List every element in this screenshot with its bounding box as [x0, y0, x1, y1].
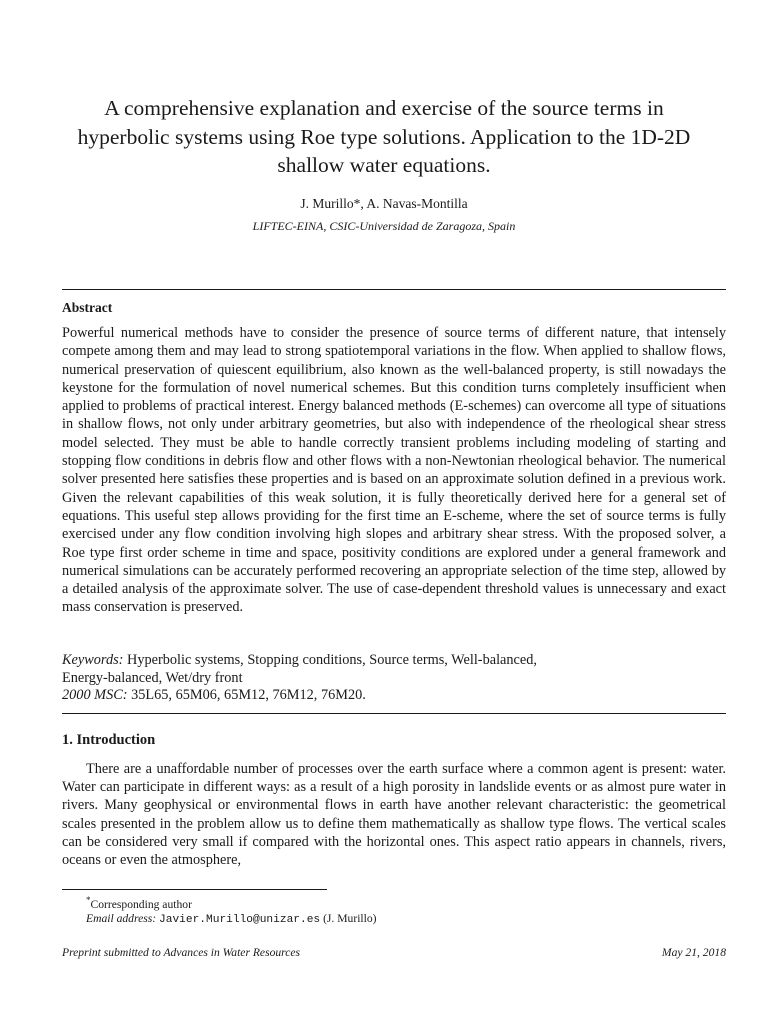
abstract-heading: Abstract — [62, 300, 113, 315]
email-label: Email address: — [86, 912, 157, 926]
footnote — [62, 893, 662, 928]
email-suffix: (J. Murillo) — [323, 912, 377, 926]
abstract-text: Powerful numerical methods have to consider the presence of source terms of different nature, that intensely compete among them and may lead to strong spatiotemporal variations in the flow. When applied to shallow flows, numerical preservation of quiescent equilibrium, also known as the well-balanced property, is still nowadays the keystone for the formulation of novel numerical schemes. But this condition turns completely insufficient when applied to problems of practical interest. Energy balanced methods (E-schemes) can overcome all type of situations in shallow flows, not only under arbitrary geometries, but also with independence of the rheological shear stress model selected. They must be able to handle correctly transient problems including modeling of starting and stopping flow conditions in debris flow and other flows with a non-Newtonian rheological behavior. The numerical solver presented here satisfies these properties and is based on an approximate solution defined in a previous work. Given the relevant capabilities of this weak solution, it is fully theoretically derived here for a general set of equations. This useful step allows providing for the first time an E-scheme, where the set of source terms is fully exercised under any flow condition involving high slopes and arbitrary shear stress. With the proposed solver, a Roe type first order scheme in time and space, positivity conditions are explored under a general framework and numerical simulations can be accurately performed recovering an appropriate selection of the time step, allowed by a detailed analysis of the approximate solver. The use of case-dependent threshold values is unnecessary and exact mass conservation is preserved. — [62, 325, 726, 616]
footnote-line-1 — [62, 893, 662, 912]
keywords-line-1 — [62, 652, 726, 670]
keywords-label: Keywords: — [62, 652, 124, 668]
keywords-list-1: Hyperbolic systems, Stopping conditions, Source terms, Well-balanced, — [127, 652, 537, 668]
introduction-text: There are a unaffordable number of processes over the earth surface where a common agent is present: water. Water can participate in different ways: as a result of a high porosity in landslide events or as almost pure water in rivers. Many geophysical or environmental flows in earth have another relevant characteristic: the geometrical scales presented in the problem allow us to define them mathematically as shallow type flows. The vertical scales can be considered very small if compared with the horizontal ones. This aspect ratio appears in channels, rivers, oceans or even the atmosphere, — [62, 761, 726, 869]
footnote-text: Corresponding author — [90, 897, 192, 911]
keywords-block — [62, 652, 726, 705]
footnote-line-2 — [62, 912, 662, 928]
footnote-marker: * — [86, 895, 91, 905]
affiliation: LIFTEC-EINA, CSIC-Universidad de Zaragoza, Spain — [252, 219, 516, 233]
preprint-note: Preprint submitted to Advances in Water Resources — [62, 946, 301, 959]
author-list: J. Murillo*, A. Navas-Montilla — [300, 196, 468, 211]
msc-line — [62, 687, 726, 705]
paper-title: A comprehensive explanation and exercise of the source terms in hyperbolic systems using Roe type solutions. Application to the 1D-2D shallow water equations. — [77, 96, 691, 177]
email-link[interactable]: Javier.Murillo@unizar.es — [159, 914, 321, 927]
msc-label: 2000 MSC: — [62, 687, 128, 703]
abstract-bottom-rule — [62, 713, 726, 714]
date-note: May 21, 2018 — [661, 946, 726, 959]
keywords-list-2: Energy-balanced, Wet/dry front — [62, 669, 243, 686]
footnote-rule — [62, 889, 327, 890]
section-heading: 1. Introduction — [62, 732, 156, 748]
abstract-top-rule — [62, 289, 726, 290]
msc-codes: 35L65, 65M06, 65M12, 76M12, 76M20. — [131, 687, 366, 703]
